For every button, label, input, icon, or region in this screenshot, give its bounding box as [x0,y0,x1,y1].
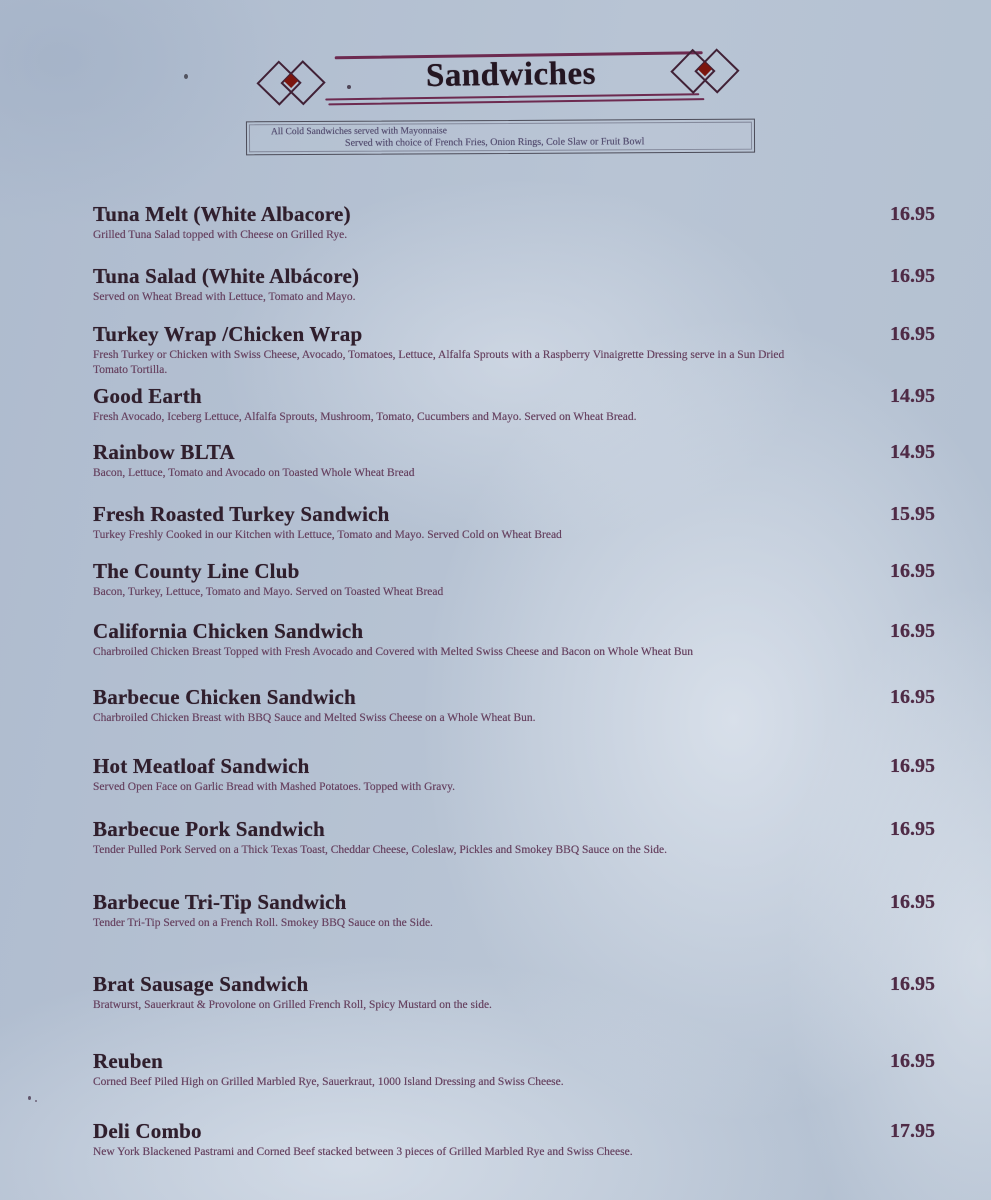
section-header-banner [255,41,748,114]
menu-item [93,322,935,378]
item-price: 16.95 [890,560,935,582]
item-name: Barbecue Tri-Tip Sandwich [93,890,347,914]
item-price: 16.95 [890,323,935,345]
item-description: Charbroiled Chicken Breast Topped with Fresh Avocado and Covered with Melted Swiss Cheese and Bacon on Whole Wheat Bun [93,646,694,658]
paper-speck [35,1100,37,1102]
item-name: California Chicken Sandwich [93,619,364,643]
item-price: 16.95 [890,755,935,777]
item-price: 16.95 [890,686,935,708]
note-line-2: Served with choice of French Fries, Onion Rings, Cole Slaw or Fruit Bowl [345,136,645,149]
item-description: Tender Pulled Pork Served on a Thick Texas Toast, Cheddar Cheese, Coleslaw, Pickles and Smokey BBQ Sauce on the Side. [93,844,667,856]
item-name: Deli Combo [93,1119,202,1143]
item-description: Served Open Face on Garlic Bread with Mashed Potatoes. Topped with Gravy. [93,781,455,793]
item-name: Barbecue Pork Sandwich [93,817,325,841]
paper-speck [28,1096,31,1100]
menu-item [93,384,935,425]
item-name: Reuben [93,1049,164,1073]
item-description: Fresh Avocado, Iceberg Lettuce, Alfalfa Sprouts, Mushroom, Tomato, Cucumbers and Mayo. Served on Wheat Bread. [93,411,637,423]
item-name: Rainbow BLTA [93,440,235,464]
note-line-1: All Cold Sandwiches served with Mayonnaise [270,126,447,138]
item-description: Corned Beef Piled High on Grilled Marbled Rye, Sauerkraut, 1000 Island Dressing and Swiss Cheese. [93,1076,564,1088]
item-description: Charbroiled Chicken Breast with BBQ Sauce and Melted Swiss Cheese on a Whole Wheat Bun. [93,712,536,724]
item-description: New York Blackened Pastrami and Corned Beef stacked between 3 pieces of Grilled Marbled Rye and Swiss Cheese. [93,1146,633,1158]
menu-item [93,1049,935,1090]
item-description: Bacon, Lettuce, Tomato and Avocado on Toasted Whole Wheat Bread [93,467,415,479]
note-box [246,119,755,156]
item-description: Bratwurst, Sauerkraut & Provolone on Grilled French Roll, Spicy Mustard on the side. [93,999,492,1011]
item-price: 16.95 [890,203,935,225]
item-name: Tuna Melt (White Albacore) [93,202,351,226]
item-description: Turkey Freshly Cooked in our Kitchen with Lettuce, Tomato and Mayo. Served Cold on Wheat Bread [93,529,562,541]
item-price: 14.95 [890,385,935,407]
menu-item [93,440,935,481]
item-price: 16.95 [890,891,935,913]
menu-item [93,972,935,1013]
item-description: Tender Tri-Tip Served on a French Roll. Smokey BBQ Sauce on the Side. [93,917,433,929]
item-name: Tuna Salad (White Albácore) [93,264,360,288]
item-price: 16.95 [890,973,935,995]
item-name: Hot Meatloaf Sandwich [93,754,310,778]
paper-speck [184,74,188,79]
menu-item [93,685,935,726]
item-name: The County Line Club [93,559,300,583]
menu-item [93,890,935,931]
item-price: 16.95 [890,818,935,840]
item-name: Fresh Roasted Turkey Sandwich [93,502,390,526]
item-name: Turkey Wrap /Chicken Wrap [93,322,363,346]
item-description: Grilled Tuna Salad topped with Cheese on Grilled Rye. [93,229,348,241]
menu-item [93,264,935,305]
item-description: Served on Wheat Bread with Lettuce, Tomato and Mayo. [93,291,356,303]
item-description: Bacon, Turkey, Lettuce, Tomato and Mayo. Served on Toasted Wheat Bread [93,586,444,598]
menu-item [93,502,935,543]
double-diamond-ornament-right-icon [671,43,748,96]
menu-item [93,559,935,600]
paper-speck [347,85,351,89]
item-price: 16.95 [890,620,935,642]
item-price: 14.95 [890,441,935,463]
item-name: Good Earth [93,384,202,408]
item-price: 16.95 [890,1050,935,1072]
menu-item [93,202,935,243]
item-name: Brat Sausage Sandwich [93,972,309,996]
menu-item [93,817,935,858]
item-price: 17.95 [890,1120,935,1142]
menu-item [93,1119,935,1160]
item-name: Barbecue Chicken Sandwich [93,685,356,709]
item-price: 15.95 [890,503,935,525]
item-description: Fresh Turkey or Chicken with Swiss Cheese, Avocado, Tomatoes, Lettuce, Alfalfa Sprouts with a Raspberry Vinaigrette Dressing serve in a Sun Dried Tomato Tortilla. [93,349,785,376]
item-price: 16.95 [890,265,935,287]
menu-item [93,754,935,795]
section-title: Sandwiches [425,55,597,95]
menu-item [93,619,935,660]
